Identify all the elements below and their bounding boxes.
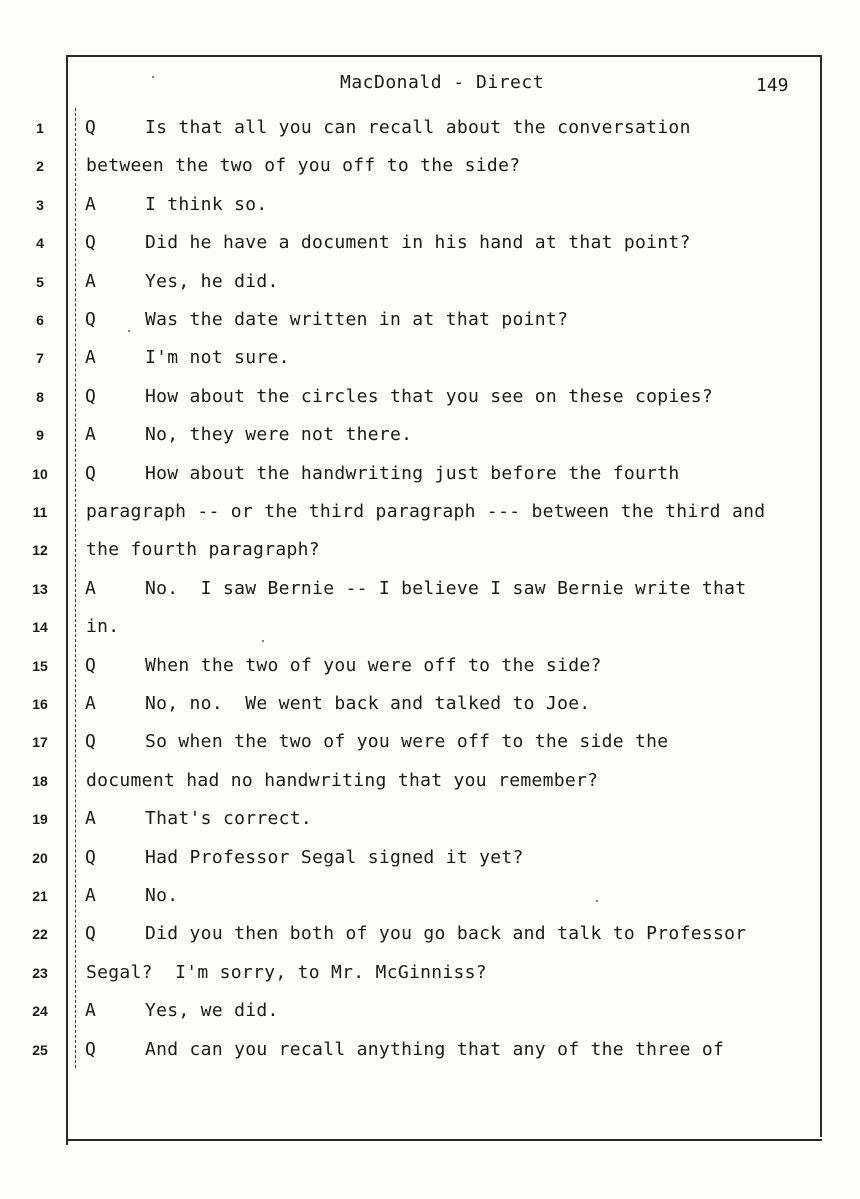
line-number: 2 [36, 158, 44, 175]
line-number: 1 [36, 120, 44, 136]
speaker-label: Q [85, 117, 96, 138]
line-text: No, no. We went back and talked to Joe. [145, 693, 591, 714]
line-number: 13 [32, 580, 48, 597]
line-text: That's correct. [145, 808, 313, 830]
transcript-line [0, 1037, 820, 1075]
line-text: How about the handwriting just before the fourth [145, 462, 680, 484]
frame-top-border [66, 55, 822, 57]
transcript-line [0, 269, 820, 307]
speaker-label: Q [85, 232, 96, 254]
line-number: 11 [32, 504, 48, 520]
speaker-label: Q [85, 462, 96, 484]
line-text: Did you then both of you go back and talk to Professor [145, 923, 747, 945]
line-number: 3 [36, 196, 44, 213]
line-number: 9 [36, 427, 44, 444]
transcript-line [0, 153, 820, 191]
line-number: 19 [32, 811, 48, 828]
transcript-line [0, 384, 820, 422]
speaker-label: Q [85, 385, 96, 407]
line-text: No. I saw Bernie -- I believe I saw Bernie write that [145, 577, 747, 599]
line-number: 6 [36, 312, 44, 328]
scan-speck [128, 330, 130, 332]
frame-bottom-border [66, 1139, 822, 1141]
speaker-label: A [85, 193, 96, 215]
line-number: 8 [36, 388, 44, 405]
transcript-line [0, 422, 820, 460]
line-text: And can you recall anything that any of the three of [145, 1038, 725, 1060]
transcript-line [0, 614, 820, 652]
transcript-line [0, 921, 820, 959]
line-text: document had no handwriting that you remember? [86, 769, 599, 791]
speaker-label: A [85, 270, 96, 292]
speaker-label: Q [85, 731, 96, 753]
speaker-label: A [85, 424, 96, 446]
line-number: 16 [32, 696, 48, 712]
speaker-label: A [85, 577, 96, 599]
speaker-label: A [85, 808, 96, 830]
line-number: 12 [32, 542, 48, 559]
transcript-line [0, 653, 820, 691]
transcript-line [0, 537, 820, 575]
line-number: 5 [36, 273, 44, 290]
speaker-label: A [85, 885, 96, 906]
transcript-line [0, 806, 820, 844]
transcript-line [0, 691, 820, 729]
transcript-line [0, 307, 820, 345]
scan-speck [152, 76, 154, 78]
transcript-line [0, 576, 820, 614]
transcript-line [0, 115, 820, 153]
frame-right-border [820, 55, 822, 1137]
transcript-line [0, 845, 820, 883]
line-number: 24 [32, 1003, 48, 1020]
line-number: 18 [32, 772, 48, 789]
transcript-line [0, 192, 820, 230]
line-number: 20 [32, 849, 48, 866]
page-header-title: MacDonald - Direct [340, 72, 545, 93]
transcript-line [0, 230, 820, 268]
transcript-line [0, 960, 820, 998]
line-number: 4 [36, 235, 44, 252]
scan-speck [262, 640, 264, 642]
transcript-line [0, 883, 820, 921]
transcript-line [0, 499, 820, 537]
line-number: 25 [32, 1041, 48, 1058]
line-text: Had Professor Segal signed it yet? [145, 846, 524, 868]
speaker-label: Q [85, 309, 96, 330]
line-text: Is that all you can recall about the conversation [145, 117, 691, 138]
speaker-label: Q [85, 923, 96, 945]
transcript-line [0, 345, 820, 383]
page-number: 149 [756, 75, 789, 96]
speaker-label: A [85, 693, 96, 714]
speaker-label: Q [85, 654, 96, 676]
line-text: No. [145, 885, 179, 906]
transcript-line [0, 768, 820, 806]
line-text: How about the circles that you see on these copies? [145, 385, 713, 407]
line-text: Segal? I'm sorry, to Mr. McGinniss? [86, 961, 487, 983]
speaker-label: Q [85, 846, 96, 868]
line-number: 15 [32, 657, 48, 674]
line-text: So when the two of you were off to the side the [145, 731, 669, 753]
line-number: 7 [36, 350, 44, 367]
line-number: 22 [32, 926, 48, 943]
line-text: in. [86, 616, 120, 638]
line-number: 17 [32, 734, 48, 751]
line-text: No, they were not there. [145, 424, 413, 446]
line-text: between the two of you off to the side? [86, 155, 521, 177]
line-text: I'm not sure. [145, 347, 290, 369]
line-text: Yes, we did. [145, 1000, 279, 1022]
transcript-line [0, 461, 820, 499]
line-text: the fourth paragraph? [86, 539, 320, 561]
line-text: Yes, he did. [145, 270, 279, 292]
line-text: I think so. [145, 193, 268, 215]
line-text: When the two of you were off to the side? [145, 654, 602, 676]
line-number: 23 [32, 964, 48, 981]
speaker-label: A [85, 347, 96, 369]
line-text: Did he have a document in his hand at that point? [145, 232, 691, 254]
transcript-line [0, 729, 820, 767]
transcript-line [0, 998, 820, 1036]
line-number: 21 [32, 888, 48, 904]
line-text: Was the date written in at that point? [145, 309, 569, 330]
line-text: paragraph -- or the third paragraph --- between the third and [86, 501, 766, 522]
speaker-label: Q [85, 1038, 96, 1060]
scan-speck [596, 900, 598, 902]
line-number: 10 [32, 465, 48, 482]
line-number: 14 [32, 619, 48, 636]
speaker-label: A [85, 1000, 96, 1022]
